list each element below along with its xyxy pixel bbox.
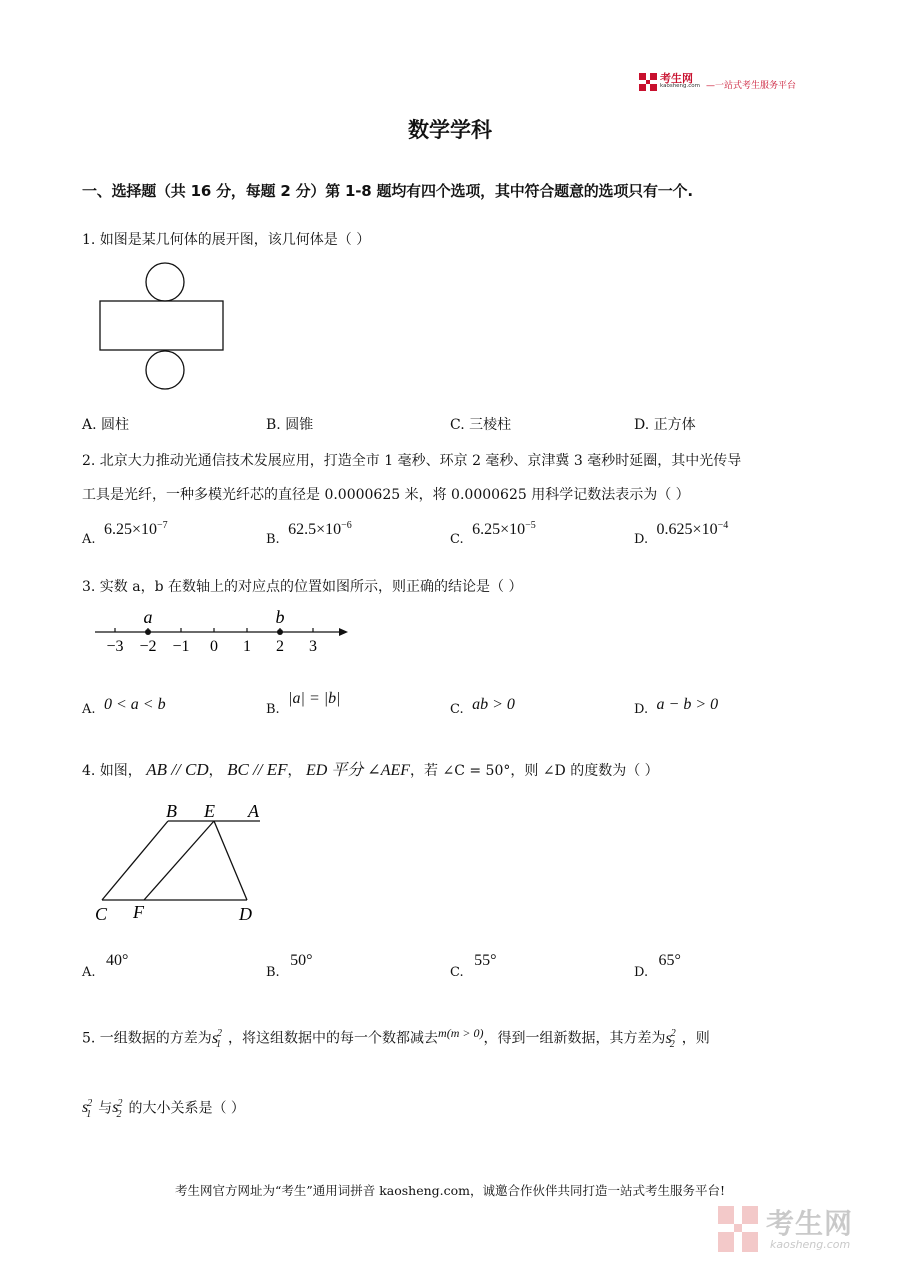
q3-option-d[interactable]: D. a − b > 0 — [634, 696, 719, 717]
q3-stem: 3. 实数 a，b 在数轴上的对应点的位置如图所示，则正确的结论是（ ） — [82, 579, 523, 595]
watermark-text: 考生网 — [766, 1207, 854, 1240]
net-bottom-circle — [146, 351, 184, 389]
q4-option-c[interactable]: C. 55° — [450, 952, 497, 980]
q2-option-a[interactable]: A. $6.25\times 10^{-7}$ — [82, 520, 168, 547]
net-rectangle — [100, 301, 223, 350]
segment-ed — [214, 821, 247, 900]
footer-text: 考生网官方网址为“考生”通用词拼音 kaosheng.com，诚邀合作伙伴共同打造一站式考生服务平台! — [174, 1183, 726, 1198]
q2-option-b[interactable]: B. $62.5\times 10^{-6}$ — [266, 520, 352, 547]
q4-option-b[interactable]: B. 50° — [266, 952, 313, 980]
point-label-d: D — [239, 904, 252, 924]
point-label-a: A — [248, 801, 259, 821]
net-top-circle — [146, 263, 184, 301]
kaosheng-logo-icon — [638, 72, 658, 92]
header-logo — [638, 70, 813, 94]
q1-option-d[interactable]: D. 正方体 — [634, 417, 696, 433]
q4-option-d[interactable]: D. 65° — [634, 952, 681, 980]
q4-geometry-figure — [90, 798, 280, 926]
q3-number-line — [90, 604, 360, 658]
q2-line2: 工具是光纤，一种多模光纤芯的直径是 0.0000625 米，将 0.0000625 用科学记数法表示为（ ） — [82, 487, 690, 503]
logo-name: 考生网 — [660, 72, 693, 85]
number-line-point — [277, 629, 283, 635]
q4-option-a[interactable]: A. 40° — [82, 952, 129, 980]
q3-option-c[interactable]: C. ab > 0 — [450, 696, 515, 717]
watermark — [714, 1200, 884, 1260]
q1-net-figure — [95, 258, 230, 396]
q1-stem: 1. 如图是某几何体的展开图，该几何体是（ ） — [82, 232, 371, 248]
q1-option-a[interactable]: A. 圆柱 — [82, 417, 130, 433]
number-line-point — [145, 629, 151, 635]
number-line-tick-label: 3 — [309, 638, 317, 655]
page-title: 数学学科 — [408, 118, 492, 142]
number-line-tick-label: 2 — [276, 638, 284, 655]
point-label-c: C — [95, 904, 108, 924]
watermark-domain: kaosheng.com — [770, 1238, 851, 1251]
number-line-point-label: b — [275, 607, 285, 627]
logo-domain: kaosheng.com — [660, 83, 701, 89]
q1-option-b[interactable]: B. 圆锥 — [266, 417, 314, 433]
number-line-tick-label: 1 — [243, 638, 251, 655]
q1-option-c[interactable]: C. 三棱柱 — [450, 417, 512, 433]
point-label-b: B — [166, 801, 177, 821]
point-label-e: E — [204, 801, 215, 821]
q5-line2: $s^2_1$ 与$s^2_2$ 的大小关系是（ ） — [82, 1098, 245, 1120]
q3-option-a[interactable]: A. 0 < a < b — [82, 696, 166, 717]
segment-ef — [144, 821, 214, 900]
q5-line1: 5. 一组数据的方差为$s^2_1$ ，将这组数据中的每一个数都减去$^{m(m > 0)}$，得到一组新数据，其方差为$s^2_2$ ，则 — [82, 1026, 710, 1050]
q3-option-b[interactable]: B. |a| = |b| — [266, 690, 341, 717]
number-line-tick-label: −2 — [139, 638, 157, 655]
number-line-tick-label: −3 — [106, 638, 124, 655]
section-heading: 一、选择题（共 16 分，每题 2 分）第 1-8 题均有四个选项，其中符合题意的选项只有一个. — [82, 182, 693, 200]
point-label-f: F — [133, 902, 144, 922]
number-line-point-label: a — [143, 607, 153, 627]
q2-option-d[interactable]: D. $0.625\times 10^{-4}$ — [634, 520, 729, 547]
logo-slogan: —一站式考生服务平台 — [706, 81, 797, 91]
q2-option-c[interactable]: C. $6.25\times 10^{-5}$ — [450, 520, 536, 547]
q2-line1: 2. 北京大力推动光通信技术发展应用，打造全市 1 毫秒、环京 2 毫秒、京津冀 3 毫秒时延圈，其中光传导 — [82, 453, 742, 469]
q4-stem: 4. 如图， AB // CD， BC // EF， ED 平分 ∠AEF，若 ∠C = 50°，则 ∠D 的度数为（ ） — [82, 760, 659, 779]
number-line-arrow — [339, 628, 348, 636]
segment-bc — [102, 821, 168, 900]
number-line-tick-label: −1 — [172, 638, 190, 655]
watermark-logo-icon — [716, 1204, 760, 1254]
number-line-tick-label: 0 — [210, 638, 218, 655]
